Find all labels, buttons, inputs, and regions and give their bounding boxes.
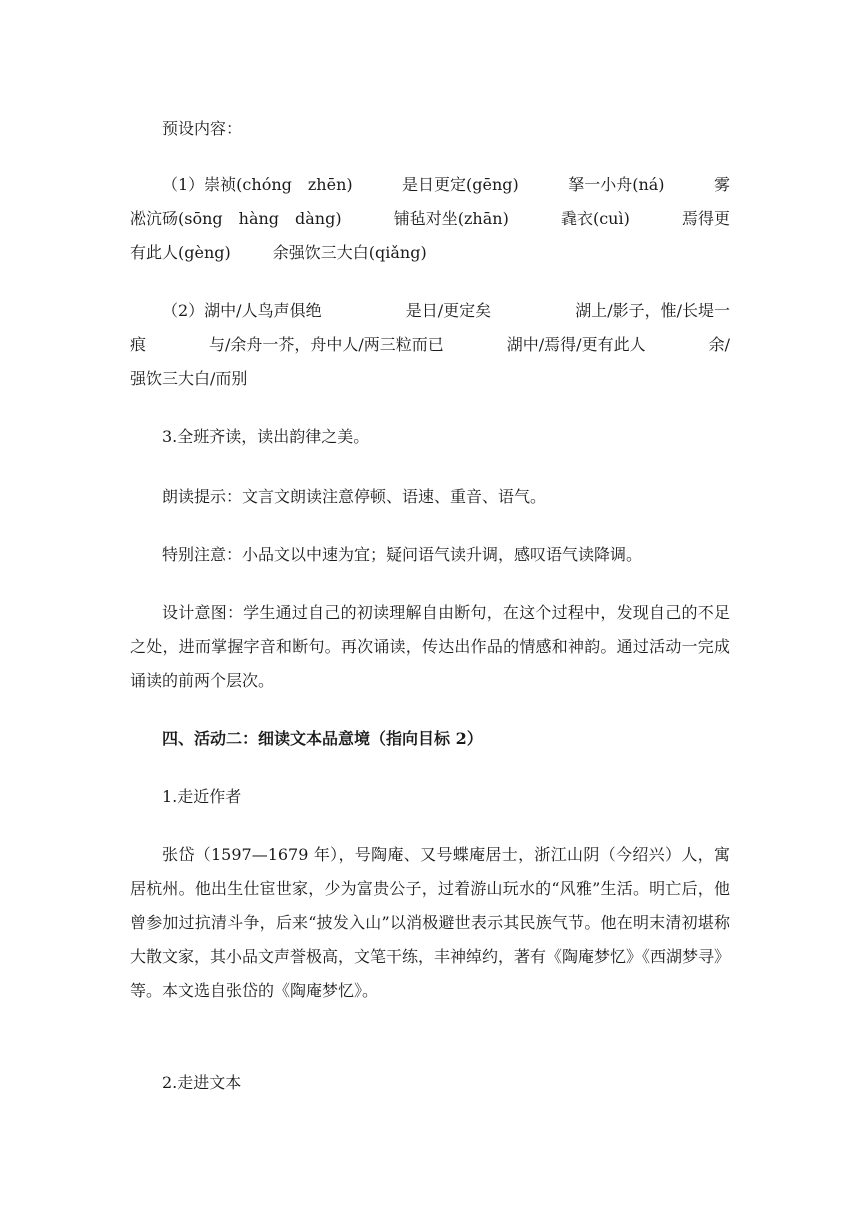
pause-item: 是日/更定矣	[405, 301, 492, 320]
pinyin-item: 雾	[713, 175, 730, 194]
pause-item: 湖上/影子，惟/长堤一	[575, 301, 730, 320]
preset-heading: 预设内容：	[162, 119, 243, 138]
item-2-heading: 2.走进文本	[162, 1073, 242, 1092]
pause-line-2	[130, 328, 730, 362]
pinyin-item: 凇沆砀(sōng hàng dàng)	[130, 209, 342, 228]
author-paragraph: 张岱（1597—1679 年），号陶庵、又号蝶庵居士，浙江山阴（今绍兴）人，寓居杭州。他出生仕宦世家，少为富贵公子，过着游山玩水的“风雅”生活。明亡后，他曾参加过抗清斗争，后来“披发入山”以消极避世表示其民族气节。他在明末清初堪称大散文家，其小品文声誉极高，文笔干练，丰神绰约，著有《陶庵梦忆》《西湖梦寻》等。本文选自张岱的《陶庵梦忆》。	[130, 845, 731, 1000]
pinyin-item: 是日更定(gēng)	[402, 175, 519, 194]
pinyin-item: 铺毡对坐(zhān)	[393, 209, 509, 228]
pause-line-1	[130, 294, 730, 328]
pinyin-line-1	[130, 168, 730, 202]
pause-item: 余/	[708, 335, 730, 354]
pinyin-item: 拏一小舟(ná)	[568, 175, 665, 194]
design-intent: 设计意图：学生通过自己的初读理解自由断句，在这个过程中，发现自己的不足之处，进而掌握字音和断句。再次诵读，传达出作品的情感和神韵。通过活动一完成诵读的前两个层次。	[130, 603, 730, 690]
reading-tips: 朗读提示：文言文朗读注意停顿、语速、重音、语气。	[162, 487, 547, 506]
pause-paragraph-2	[130, 294, 730, 396]
pinyin-paragraph-1	[130, 168, 730, 270]
pinyin-item: 毳衣(cuì)	[560, 209, 630, 228]
pause-item: 湖中/焉得/更有此人	[506, 335, 646, 354]
pinyin-item: 有此人(gèng)	[130, 243, 231, 262]
item-1-heading: 1.走近作者	[162, 787, 242, 806]
pinyin-line-2	[130, 202, 730, 236]
section-4-heading: 四、活动二：细读文本品意境（指向目标 2）	[162, 729, 483, 748]
pause-line-3: 强饮三大白/而别	[130, 369, 248, 388]
pause-item: （2）湖中/人鸟声俱绝	[162, 301, 322, 320]
pinyin-item: 余强饮三大白(qiǎng)	[272, 243, 427, 262]
step-3-text: 3.全班齐读，读出韵律之美。	[162, 427, 370, 446]
pinyin-item: （1）崇祯(chóng zhēn)	[162, 175, 353, 194]
special-note: 特别注意：小品文以中速为宜；疑问语气读升调，感叹语气读降调。	[162, 545, 643, 564]
pinyin-line-3	[130, 236, 730, 270]
pause-item: 痕	[130, 335, 147, 354]
pause-item: 与/余舟一芥，舟中人/两三粒而已	[209, 335, 444, 354]
pinyin-item: 焉得更	[681, 209, 730, 228]
